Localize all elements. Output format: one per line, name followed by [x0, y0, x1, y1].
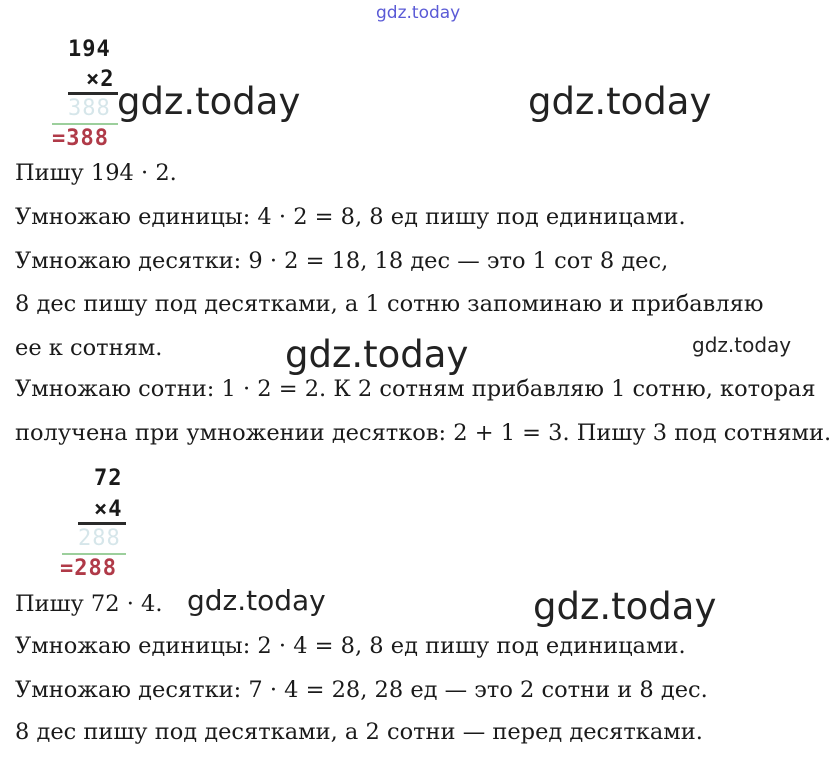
watermark: gdz.today — [285, 333, 469, 376]
partial-product: 288 — [78, 526, 121, 551]
watermark: gdz.today — [533, 585, 717, 628]
multiplication-bar — [78, 522, 126, 525]
text-line: ее к сотням. — [15, 335, 163, 361]
result: =388 — [52, 126, 109, 151]
text-line: Умножаю десятки: 7 · 4 = 28, 28 ед — это 2 сотни и 8 дес. — [15, 677, 708, 703]
watermark: gdz.today — [528, 80, 712, 123]
watermark: gdz.today — [187, 584, 326, 617]
multiplier: ×4 — [94, 497, 123, 522]
watermark-top: gdz.today — [376, 3, 461, 23]
multiplicand: 194 — [68, 37, 111, 62]
text-line: 8 дес пишу под десятками, а 1 сотню запоминаю и прибавляю — [15, 291, 764, 317]
text-line: получена при умножении десятков: 2 + 1 = 3. Пишу 3 под сотнями. — [15, 420, 832, 446]
result-bar — [52, 123, 118, 125]
text-line: Пишу 72 · 4. — [15, 591, 163, 617]
text-line: Пишу 194 · 2. — [15, 160, 177, 186]
text-line: Умножаю единицы: 2 · 4 = 8, 8 ед пишу под единицами. — [15, 633, 686, 659]
text-line: Умножаю сотни: 1 · 2 = 2. К 2 сотням прибавляю 1 сотню, которая — [15, 376, 816, 402]
text-line: 8 дес пишу под десятками, а 2 сотни — перед десятками. — [15, 719, 703, 745]
text-line: Умножаю единицы: 4 · 2 = 8, 8 ед пишу под единицами. — [15, 204, 686, 230]
multiplicand: 72 — [94, 466, 123, 491]
result: =288 — [60, 556, 117, 581]
result-bar — [62, 553, 126, 555]
partial-product: 388 — [68, 96, 111, 121]
multiplication-bar — [68, 92, 118, 95]
text-line: Умножаю десятки: 9 · 2 = 18, 18 дес — это 1 сот 8 дес, — [15, 248, 669, 274]
watermark: gdz.today — [117, 80, 301, 123]
multiplier: ×2 — [86, 67, 115, 92]
watermark: gdz.today — [692, 333, 792, 357]
